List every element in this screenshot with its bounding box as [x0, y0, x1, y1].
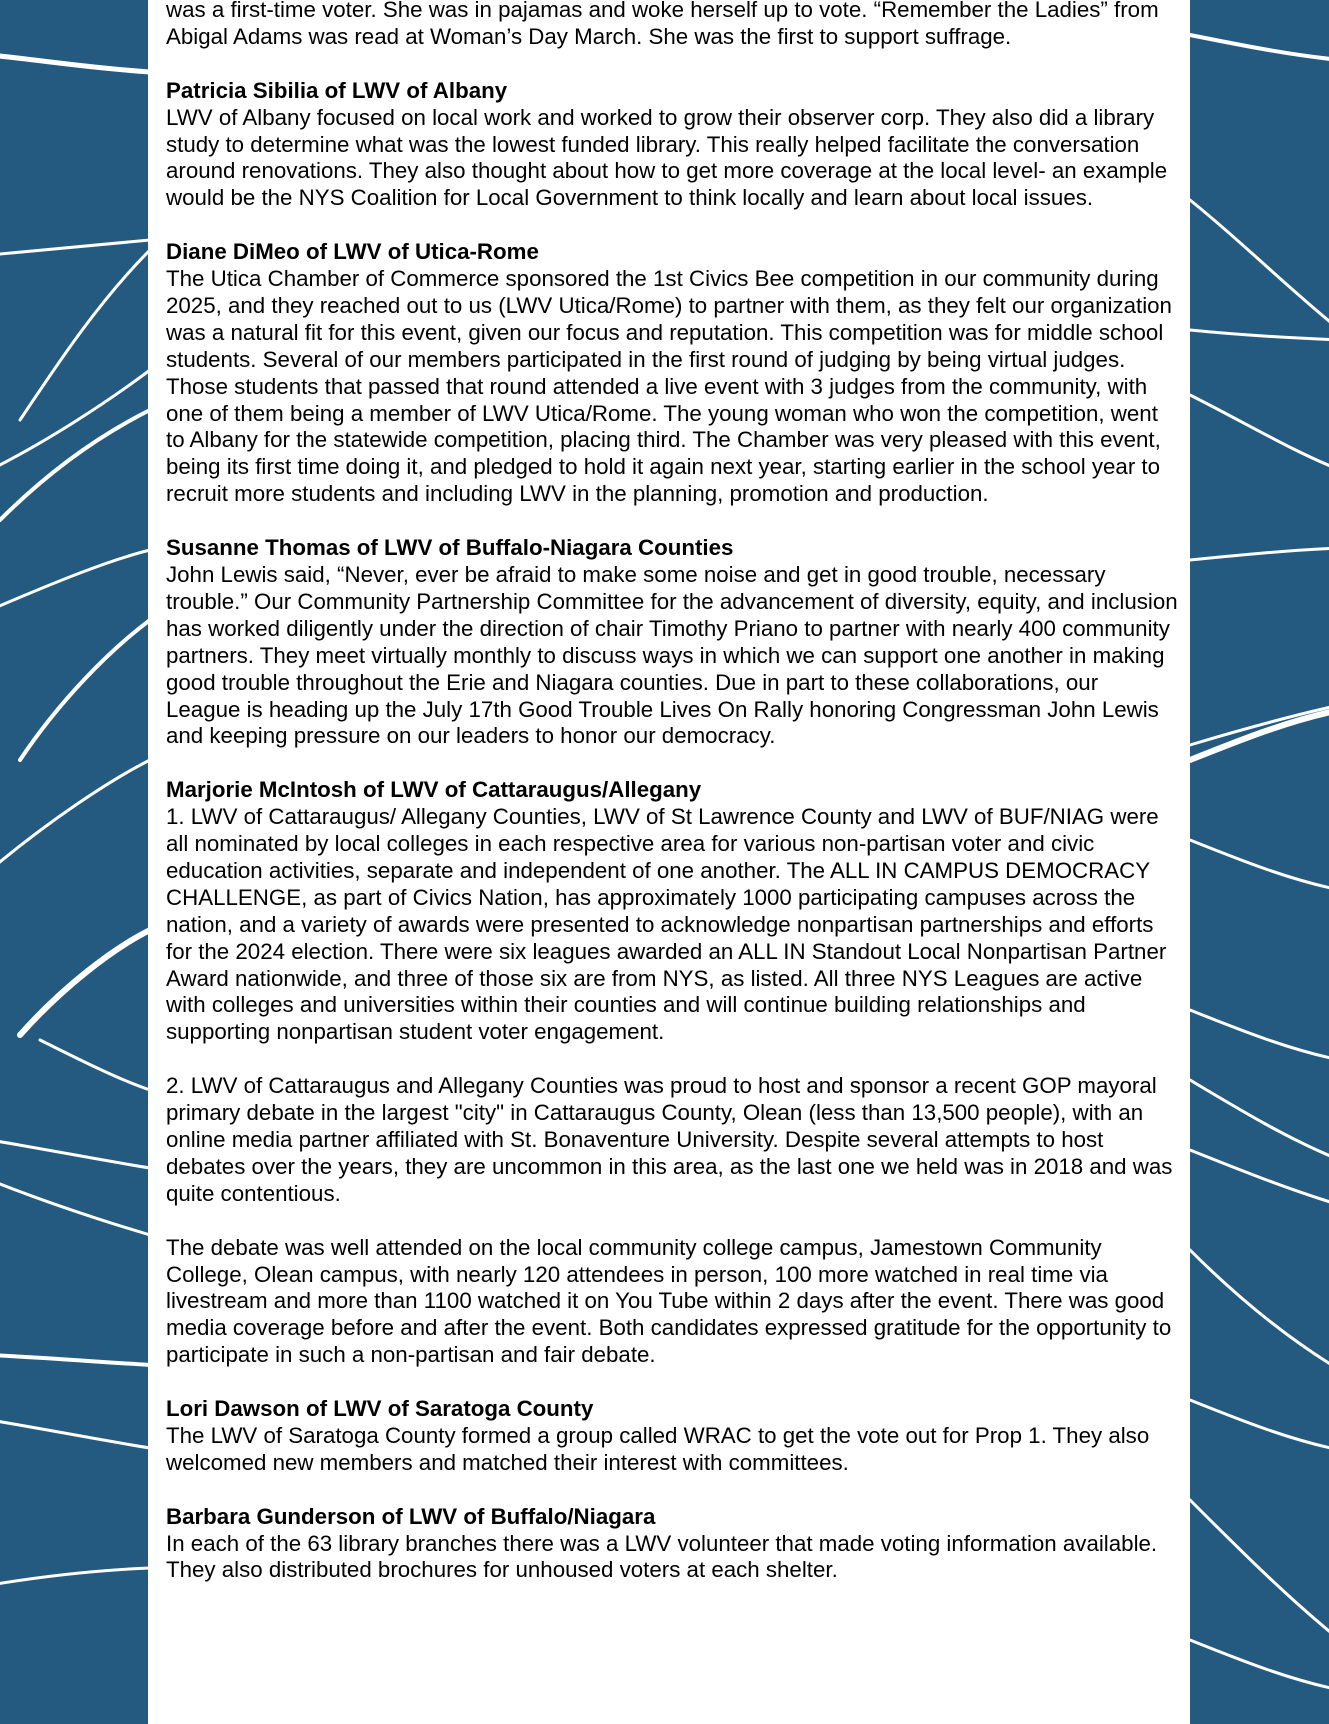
section-barbara-gunderson — [166, 1504, 1178, 1585]
section-marjorie-mcintosh — [166, 777, 1178, 1369]
section-patricia-sibilia — [166, 78, 1178, 213]
section-diane-dimeo — [166, 239, 1178, 508]
section-name: Marjorie McIntosh of LWV of Cattaraugus/Allegany — [166, 777, 702, 803]
section-name: Susanne Thomas of LWV of Buffalo-Niagara Counties — [166, 535, 734, 561]
section-name: Lori Dawson of LWV of Saratoga County — [166, 1396, 594, 1422]
section-lori-dawson — [166, 1396, 1178, 1477]
section-paragraph: The Utica Chamber of Commerce sponsored the 1st Civics Bee competition in our community during 2025, and they reached out to us (LWV Utica/Rome) to partner with them, as they felt our organization was a natural fit for this event, given our focus and reputation. This competition was for middle school students. Several of our members participated in the first round of judging by being virtual judges. Those students that passed that round attended a live event with 3 judges from the community, with one of them being a member of LWV Utica/Rome. The young woman who won the competition, went to Albany for the statewide competition, placing third. The Chamber was very pleased with this event, being its first time doing it, and pledged to hold it again next year, starting earlier in the school year to recruit more students and including LWV in the planning, promotion and production. — [166, 266, 1172, 507]
section-paragraph: 1. LWV of Cattaraugus/ Allegany Counties, LWV of St Lawrence County and LWV of BUF/NIAG were all nominated by local colleges in each respective area for various non-partisan voter and civic education activities, separate and independent of one another. The ALL IN CAMPUS DEMOCRACY CHALLENGE, as part of Civics Nation, has approximately 1000 participating campuses across the nation, and a variety of awards were presented to acknowledge nonpartisan partnerships and efforts for the 2024 election. There were six leagues awarded an ALL IN Standout Local Nonpartisan Partner Award nationwide, and three of those six are from NYS, as listed. All three NYS Leagues are active with colleges and universities within their counties and will continue building relationships and supporting nonpartisan student voter engagement. — [166, 804, 1167, 1045]
section-paragraph: John Lewis said, “Never, ever be afraid to make some noise and get in good trouble, necessary trouble.” Our Community Partnership Committee for the advancement of diversity, equity, and inclusion has worked diligently under the direction of chair Timothy Priano to partner with nearly 400 community partners. They meet virtually monthly to discuss ways in which we can support one another in making good trouble throughout the Erie and Niagara counties. Due in part to these collaborations, our League is heading up the July 17th Good Trouble Lives On Rally honoring Congressman John Lewis and keeping pressure on our leaders to honor our democracy. — [166, 561, 1178, 749]
section-name: Patricia Sibilia of LWV of Albany — [166, 77, 508, 103]
section-paragraph: The LWV of Saratoga County formed a group called WRAC to get the vote out for Prop 1. They also welcomed new members and matched their interest with committees. — [166, 1422, 1150, 1475]
section-name: Diane DiMeo of LWV of Utica-Rome — [166, 239, 539, 265]
section-paragraph: In each of the 63 library branches there was a LWV volunteer that made voting information available. They also distributed brochures for unhoused voters at each shelter. — [166, 1530, 1158, 1583]
section-paragraph: 2. LWV of Cattaraugus and Allegany Counties was proud to host and sponsor a recent GOP mayoral primary debate in the largest "city" in Cattaraugus County, Olean (less than 13,500 people), with an online media partner affiliated with St. Bonaventure University. Despite several attempts to host debates over the years, they are uncommon in this area, as the last one we held was in 2018 and was quite contentious. — [166, 1073, 1173, 1206]
section-paragraph: LWV of Albany focused on local work and worked to grow their observer corp. They also did a library study to determine what was the lowest funded library. This really helped facilitate the conversation around renovations. They also thought about how to get more coverage at the local level- an example would be the NYS Coalition for Local Government to think locally and learn about local issues. — [166, 104, 1168, 211]
section-susanne-thomas — [166, 535, 1178, 750]
intro-section — [166, 0, 1178, 51]
section-name: Barbara Gunderson of LWV of Buffalo/Niagara — [166, 1503, 656, 1529]
paragraph-gap — [166, 1208, 1178, 1235]
paragraph-gap — [166, 1046, 1178, 1073]
section-paragraph: The debate was well attended on the local community college campus, Jamestown Community College, Olean campus, with nearly 120 attendees in person, 100 more watched in real time via livestream and more than 1100 watched it on You Tube within 2 days after the event. There was good media coverage before and after the event. Both candidates expressed gratitude for the opportunity to participate in such a non-partisan and fair debate. — [166, 1234, 1172, 1368]
intro-paragraph: was a first-time voter. She was in pajamas and woke herself up to vote. “Remember the Ladies” from Abigal Adams was read at Woman’s Day March. She was the first to support suffrage. — [166, 0, 1159, 49]
newsletter-content — [166, 0, 1178, 1611]
